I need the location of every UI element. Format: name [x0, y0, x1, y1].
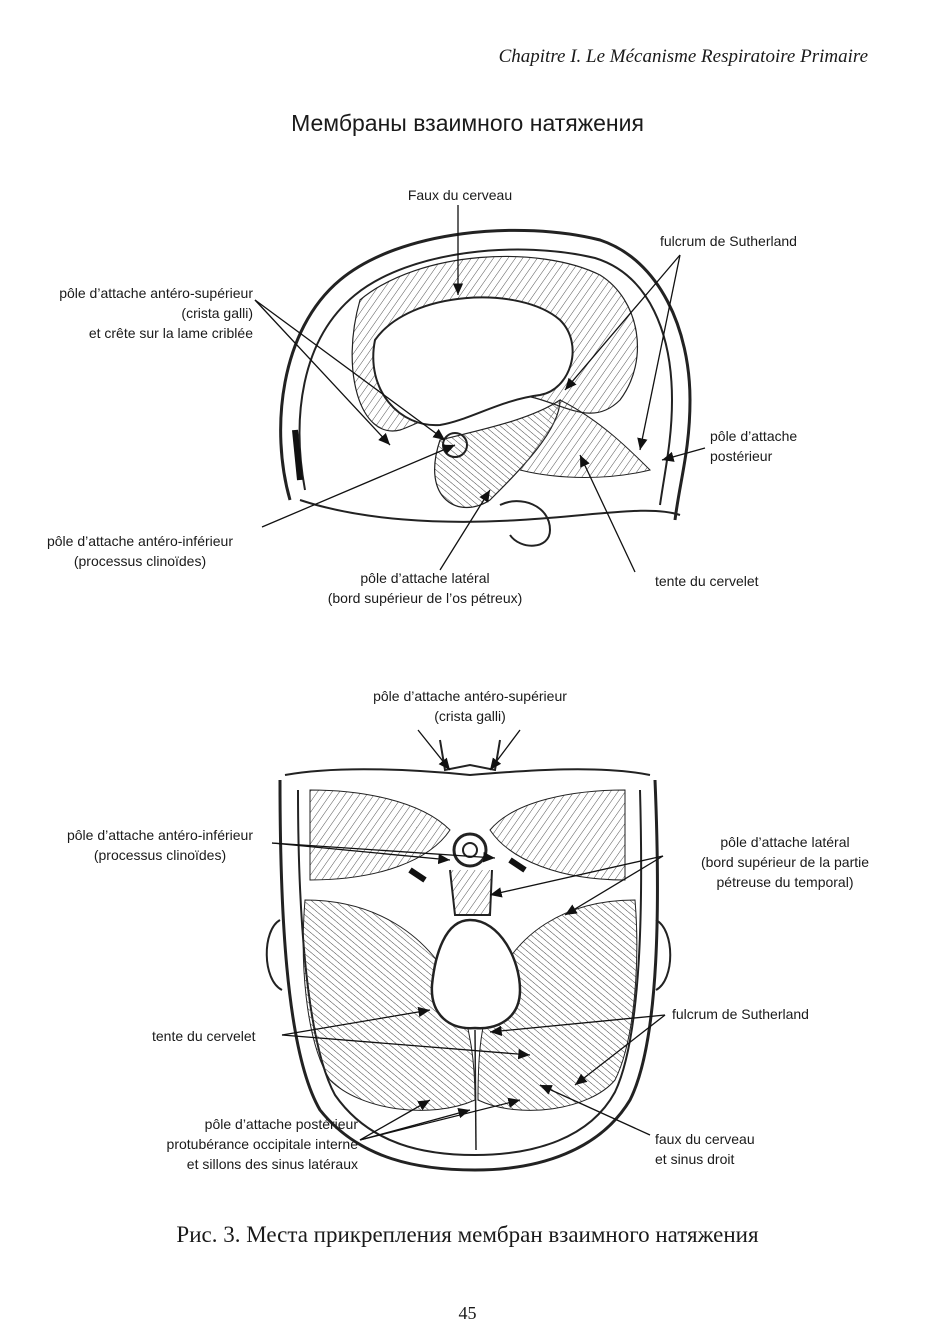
- running-head: Chapitre I. Le Mécanisme Respiratoire Primaire: [498, 46, 868, 67]
- fig1-label-tente: tente du cervelet: [655, 573, 759, 589]
- fig1-label-antero-sup: pôle d’attache antéro-supérieur (crista galli) et crête sur la lame criblée: [59, 285, 253, 341]
- figure2-drawing: [267, 740, 671, 1170]
- page-title: Мембраны взаимного натяжения: [291, 110, 644, 136]
- fig2-label-antero-sup: pôle d’attache antéro-supérieur (crista galli): [373, 688, 567, 724]
- fig1-label-faux: Faux du cerveau: [407, 187, 513, 203]
- fig1-label-posterieur: pôle d’attache postérieur: [710, 428, 798, 464]
- fig2-label-lateral: pôle d’attache latéral (bord supérieur de la partie pétreuse du temporal): [700, 834, 870, 890]
- fig2-label-antero-inf: pôle d’attache antéro-inférieur (processus clinoïdes): [66, 827, 253, 863]
- fig1-label-antero-inf: pôle d’attache antéro-inférieur (processus clinoïdes): [46, 533, 233, 569]
- fig2-label-posterieur: pôle d’attache postérieur protubérance occipitale interne et sillons des sinus latéraux: [166, 1116, 358, 1172]
- fig1-label-fulcrum: fulcrum de Sutherland: [660, 233, 797, 249]
- fig2-label-faux: faux du cerveau et sinus droit: [655, 1131, 755, 1167]
- fig2-label-fulcrum: fulcrum de Sutherland: [672, 1006, 809, 1022]
- figure-caption: Рис. 3. Места прикрепления мембран взаимного натяжения: [176, 1222, 759, 1247]
- page-number: 45: [458, 1303, 477, 1323]
- fig1-label-lateral: pôle d’attache latéral (bord supérieur de l’os pétreux): [327, 570, 523, 606]
- fig2-label-tente: tente du cervelet: [152, 1028, 256, 1044]
